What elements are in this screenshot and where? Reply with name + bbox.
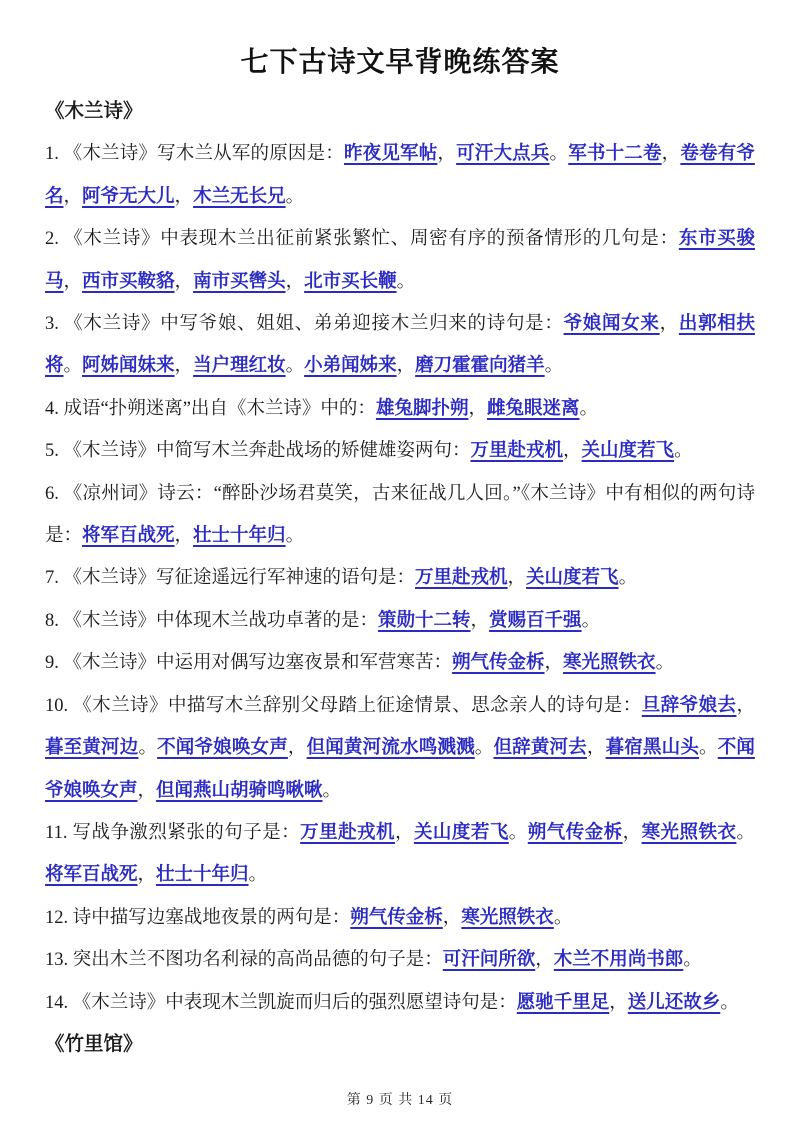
answer-text: 不闻爷娘唤女声 — [157, 738, 288, 759]
answer-text: 关山度若飞 — [581, 441, 675, 462]
answer-text: 但闻燕山胡骑鸣啾啾 — [156, 780, 323, 801]
question-text: ， — [63, 271, 83, 292]
question-text: ， — [609, 992, 628, 1013]
section-heading — [45, 1024, 755, 1066]
question-text: 。 — [579, 398, 598, 419]
question-text: 。 — [285, 356, 305, 377]
answer-text: 寒光照铁衣 — [563, 653, 656, 674]
question-text: ， — [535, 950, 554, 971]
answer-text: 可汗问所欲 — [442, 950, 536, 971]
question-text: ， — [137, 865, 157, 886]
answer-text: 送儿还故乡 — [627, 992, 721, 1013]
question-text: 。 — [544, 356, 564, 377]
question-text: 5. 《木兰诗》中简写木兰奔赴战场的矫健雄姿两句： — [45, 441, 471, 462]
question-text: 。 — [549, 144, 569, 165]
answer-text: 朔气传金柝 — [452, 653, 545, 674]
answer-text: 将军百战死 — [82, 526, 175, 547]
page-footer: 第 9 页 共 14 页 — [346, 1093, 454, 1108]
answer-text: 暮宿黑山头 — [605, 738, 700, 759]
question-text: 。 — [248, 865, 268, 886]
answer-text: 万里赴戎机 — [470, 441, 564, 462]
qa-item — [45, 939, 755, 981]
question-text: ， — [544, 653, 564, 674]
question-text: 7. 《木兰诗》写征途遥远行军神速的语句是： — [45, 568, 416, 589]
answer-text: 卷卷有爷名 — [45, 144, 755, 207]
answer-text: 关山度若飞 — [526, 568, 619, 589]
answer-text: 雌兔眼迷离 — [486, 398, 580, 419]
answer-text: 木兰不用尚书郎 — [553, 950, 684, 971]
question-text: 9. 《木兰诗》中运用对偶写边塞夜景和军营寒苦： — [45, 653, 453, 674]
question-text: 。 — [553, 907, 573, 928]
question-text: 。 — [508, 822, 528, 843]
document-body — [45, 91, 755, 1066]
question-text: ， — [442, 907, 462, 928]
question-text: ， — [507, 568, 527, 589]
question-text: ， — [174, 186, 194, 207]
question-text: 3. 《木兰诗》中写爷娘、姐姐、弟弟迎接木兰归来的诗句是： — [45, 314, 564, 335]
answer-text: 但辞黄河去 — [493, 738, 587, 759]
question-text: 。 — [683, 950, 702, 971]
question-text: 《竹里馆》 — [45, 1033, 143, 1055]
answer-text: 磨刀霍霍向猪羊 — [415, 356, 545, 377]
qa-item — [45, 303, 755, 388]
answer-text: 暮至黄河边 — [45, 738, 139, 759]
qa-item — [45, 897, 755, 939]
qa-item — [45, 685, 755, 812]
answer-text: 爷娘闻女来 — [563, 314, 660, 335]
question-text: ， — [394, 822, 414, 843]
question-text: ， — [470, 610, 490, 631]
answer-text: 可汗大点兵 — [456, 144, 550, 165]
answer-text: 南市买辔头 — [193, 271, 286, 292]
answer-text: 木兰无长兄 — [193, 186, 286, 207]
answer-text: 朔气传金柝 — [527, 822, 623, 843]
question-text: ， — [396, 356, 416, 377]
question-text: ， — [174, 271, 194, 292]
question-text: 11. 写战争激烈紧张的句子是： — [45, 822, 301, 843]
answer-text: 寒光照铁衣 — [641, 822, 737, 843]
question-text: ， — [174, 526, 194, 547]
answer-text: 策勋十二转 — [378, 610, 471, 631]
answer-text: 阿爷无大儿 — [82, 186, 175, 207]
question-text: ， — [586, 738, 606, 759]
answer-text: 出郭相扶将 — [45, 314, 755, 377]
qa-item — [45, 133, 755, 218]
question-text: 8. 《木兰诗》中体现木兰战功卓著的是： — [45, 610, 379, 631]
answer-text: 朔气传金柝 — [350, 907, 443, 928]
question-text: 。 — [618, 568, 638, 589]
question-text: 。 — [285, 526, 305, 547]
question-text: ， — [285, 271, 305, 292]
answer-text: 愿驰千里足 — [516, 992, 610, 1013]
answer-text: 万里赴戎机 — [415, 568, 508, 589]
question-text: ， — [468, 398, 487, 419]
answer-text: 寒光照铁衣 — [461, 907, 554, 928]
answer-text: 小弟闻姊来 — [304, 356, 397, 377]
question-text: 《木兰诗》 — [45, 101, 143, 122]
answer-text: 关山度若飞 — [413, 822, 509, 843]
question-text: ， — [659, 314, 679, 335]
question-text: ， — [563, 441, 582, 462]
question-text: 。 — [474, 738, 494, 759]
qa-item — [45, 982, 755, 1024]
question-text: ， — [137, 780, 157, 801]
answer-text: 不闻爷娘唤女声 — [45, 738, 755, 801]
answer-text: 当户理红妆 — [193, 356, 286, 377]
answer-text: 西市买鞍貉 — [82, 271, 175, 292]
qa-item — [45, 473, 755, 558]
qa-item — [45, 430, 755, 472]
question-text: ， — [174, 356, 194, 377]
question-text: ， — [622, 822, 642, 843]
question-text: 。 — [655, 653, 675, 674]
answer-text: 但闻黄河流水鸣溅溅 — [306, 738, 475, 759]
question-text: 。 — [285, 186, 305, 207]
answer-text: 雄兔脚扑朔 — [375, 398, 469, 419]
question-text: 14. 《木兰诗》中表现木兰凯旋而归后的强烈愿望诗句是： — [45, 992, 517, 1013]
question-text: 6. 《凉州词》诗云：“醉卧沙场君莫笑，古来征战几人回。”《木兰诗》中有相似的两句诗是： — [45, 483, 755, 547]
qa-item — [45, 600, 755, 642]
question-text: 2. 《木兰诗》中表现木兰出征前紧张繁忙、周密有序的预备情形的几句是： — [45, 229, 679, 250]
qa-item — [45, 218, 755, 303]
question-text: 。 — [674, 441, 693, 462]
answer-text: 北市买长鞭 — [304, 271, 397, 292]
answer-text: 壮士十年归 — [193, 526, 286, 547]
section-heading — [45, 91, 755, 133]
question-text: 。 — [736, 822, 755, 843]
question-text: 4. 成语“扑朔迷离”出自《木兰诗》中的： — [45, 398, 376, 419]
question-text: 。 — [322, 780, 342, 801]
page-title: 七下古诗文早背晚练答案 — [240, 47, 560, 78]
question-text: 。 — [63, 356, 83, 377]
question-text: 。 — [699, 738, 718, 759]
question-text: ， — [736, 695, 755, 716]
qa-item — [45, 642, 755, 684]
answer-text: 将军百战死 — [45, 865, 138, 886]
answer-text: 壮士十年归 — [156, 865, 249, 886]
question-text: ， — [287, 738, 307, 759]
qa-item — [45, 557, 755, 599]
question-text: 。 — [396, 271, 416, 292]
qa-item — [45, 388, 755, 430]
qa-item — [45, 812, 755, 897]
question-text: ， — [661, 144, 681, 165]
question-text: 1. 《木兰诗》写木兰从军的原因是： — [45, 144, 344, 165]
answer-text: 万里赴戎机 — [300, 822, 395, 843]
question-text: 10. 《木兰诗》中描写木兰辞别父母踏上征途情景、思念亲人的诗句是： — [45, 695, 642, 716]
answer-text: 赏赐百千强 — [489, 610, 582, 631]
answer-text: 昨夜见军帖 — [343, 144, 438, 165]
question-text: 。 — [138, 738, 158, 759]
answer-text: 东市买骏马 — [45, 229, 755, 292]
question-text: 。 — [720, 992, 739, 1013]
answer-text: 旦辞爷娘去 — [641, 695, 737, 716]
question-text: ， — [63, 186, 83, 207]
question-text: 。 — [581, 610, 601, 631]
answer-text: 军书十二卷 — [568, 144, 662, 165]
answer-text: 阿姊闻妹来 — [82, 356, 175, 377]
question-text: ， — [437, 144, 457, 165]
question-text: 13. 突出木兰不图功名利禄的高尚品德的句子是： — [45, 950, 443, 971]
question-text: 12. 诗中描写边塞战地夜景的两句是： — [45, 907, 351, 928]
